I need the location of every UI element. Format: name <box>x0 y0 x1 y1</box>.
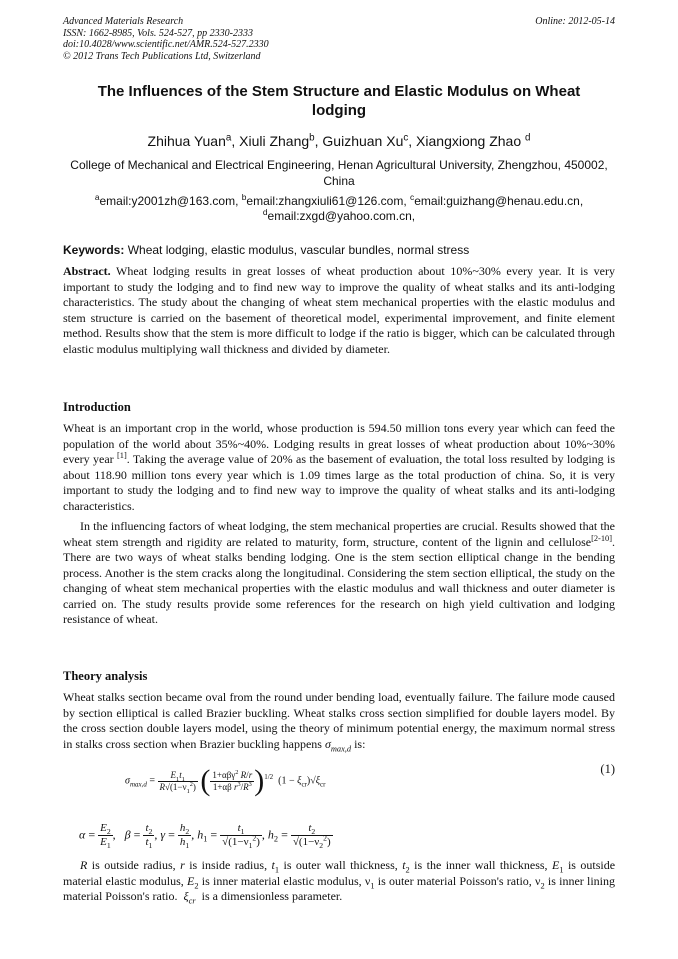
sigma-symbol: σ <box>324 736 331 751</box>
introduction-paragraph-2 <box>63 519 615 628</box>
email-mark: c <box>410 192 415 202</box>
email-address[interactable]: email:guizhang@henau.edu.cn, <box>414 194 584 208</box>
journal-header <box>63 16 615 62</box>
intro-text: . Taking the average value of 20% as the basement of evaluation, the total loss resulted by lodging is about 118.90 million tons every year which is 1.09 times large as the total production of china. So, it is very important to study the lodging and to find new way to improve the quality of wheat stalks and its anti-lodging characteristics. <box>63 452 615 513</box>
theory-paragraph-2: R is outside radius, r is inside radius, $t_1$ is outer wall thickness, $t_2$ is the inner wall thickness, $E_1$ is outside material elastic modulus, $E_2$ is inner material elastic modulus, $\nu_1$ is outer material Poisson's ratio, $\nu_2$ is inner lining material Poisson's ratio. $\xi_{cr}$ is a dimensionless parameter. <box>63 858 616 906</box>
theory-text: is inner material elastic modulus, ν <box>201 873 371 888</box>
affiliation: College of Mechanical and Electrical Engineering, Henan Agricultural University, Zhengzhou, 450002, China <box>70 158 608 188</box>
theory-text: is outer wall thickness, <box>283 858 398 872</box>
citation: [1] <box>116 451 127 460</box>
theory-text: is inside radius, <box>189 858 268 872</box>
introduction-heading: Introduction <box>63 400 131 414</box>
equation-1 <box>63 762 615 816</box>
email-address[interactable]: email:zxgd@yahoo.com.cn, <box>267 209 416 223</box>
abstract-label: Abstract. <box>63 264 111 278</box>
author-name: Xiuli Zhang <box>239 133 310 149</box>
journal-doi: doi:10.4028/www.scientific.net/AMR.524-527.2330 <box>63 39 269 50</box>
author-mark: a <box>225 132 232 144</box>
introduction-paragraph-1 <box>63 421 615 514</box>
sigma-subscript: max,d <box>330 743 352 753</box>
theory-text: is: <box>354 736 366 751</box>
email-list <box>63 194 615 224</box>
author-mark: b <box>309 132 315 144</box>
keywords-label: Keywords: <box>63 243 125 257</box>
journal-copyright: © 2012 Trans Tech Publications Ltd, Switzerland <box>63 50 261 62</box>
theory-text: Wheat stalks section became oval from the round under bending load, eventually failure. The failure mode caused by section elliptical is called Brazier buckling. Wheat stalks cross section simplified for double layers model. By the cross section double layers model, using the theory of minimum potential energy, the maximum normal stress in stalks cross section when Brazier buckling happens <box>63 690 615 751</box>
theory-text: is outer material Poisson's ratio, ν <box>377 873 541 888</box>
intro-text: Wheat is an important crop in the world, whose production is 594.50 million tons every year which can feed the population of the world about 35%~40%. Lodging results in great losses of wheat production about 10%~30% every year <box>63 421 615 466</box>
email-address[interactable]: email:zhangxiuli61@126.com, <box>246 194 407 208</box>
email-address[interactable]: email:y2001zh@163.com, <box>99 194 239 208</box>
paper-title: The Influences of the Stem Structure and Elastic Modulus on Wheat lodging <box>97 83 581 119</box>
theory-text: is a dimensionless parameter. <box>201 889 343 903</box>
citation: [2-10] <box>591 533 612 543</box>
theory-paragraph-1 <box>63 690 615 752</box>
author-name: Guizhuan Xu <box>322 133 404 149</box>
theory-text: is inner lining material Poisson's ratio. <box>63 873 615 903</box>
author-list: Zhihua Yuan$^a$, Xiuli Zhang$^b$, Guizhuan Xu$^c$, Xiangxiong Zhao $^d$ <box>147 132 531 149</box>
intro-text: . There are two ways of wheat stalks bending lodging. One is the stem section elliptical change in the bending process. Another is the stem cracks along the longitudinal. Considering the stem section elliptical, the study on the changing of wheat stem mechanical properties with the elastic modulus and wall thickness and outer diameter is carried on. The study results provide some references for the research on high yield cultivation and lodging resistance of wheat. <box>63 534 615 626</box>
theory-text: is outside material elastic modulus, <box>63 858 616 888</box>
email-mark: d <box>262 207 268 217</box>
email-mark: a <box>94 192 100 202</box>
equation-1-body: $\sigma_{max,d}$ = $\frac{E_1t_1}{R√(1-\nu_1^2)}$ ( $\frac{1+\alpha\beta\gamma^2 R/r}{1+\alpha\beta r^3/R^3}$ )$^{1/2}$ $(1 - \xi_{cr})√\xi_{cr}$ <box>125 764 326 797</box>
journal-name: Advanced Materials Research <box>63 16 184 27</box>
keywords-text: Wheat lodging, elastic modulus, vascular bundles, normal stress <box>127 243 470 257</box>
author-name: Zhihua Yuan <box>147 133 226 149</box>
journal-issn: ISSN: 1662-8985, Vols. 524-527, pp 2330-2333 <box>63 27 253 39</box>
email-mark: b <box>241 192 247 202</box>
author-mark: d <box>525 132 531 144</box>
abstract <box>63 264 615 357</box>
definitions-body: α = $\frac{E_2}{E_1}$ , β = $\frac{t_2}{t_1}$ , γ = $\frac{h_2}{h_1}$ , $h_1$ = $\frac{t_1}{√(1-\nu_1^2)}$ , $h_2$ = $\frac{t_2}{√(1-\nu_2^2)}$ <box>79 822 331 851</box>
theory-text: is outside radius, <box>91 858 176 872</box>
abstract-text: Wheat lodging results in great losses of wheat production about 10%~30% every year. It is very important to study the lodging and to find new way to improve the quality of wheat stalks and its anti-lodging characteristics. The study about the changing of wheat stem mechanical properties with the elastic modulus and stem structure is carried on the basement of theoretical model, experimental improvement, and finite element method. Results show that the stem is more difficult to lodge if the ratio is bigger, which can be calculated through elastic modulus multiplying wall thickness and divided by diameter. <box>63 264 615 356</box>
intro-text: In the influencing factors of wheat lodging, the stem mechanical properties are crucial. Results showed that the wheat stem strength and rigidity are related to maturity, form, structure, content of the lignin and cellulose <box>63 519 615 549</box>
keywords <box>63 243 615 258</box>
author-mark: c <box>403 132 409 144</box>
equation-number: (1) <box>600 762 615 776</box>
theory-text: is the inner wall thickness, <box>414 858 548 872</box>
theory-heading: Theory analysis <box>63 669 148 683</box>
online-date: Online: 2012-05-14 <box>535 16 615 27</box>
equation-definitions <box>63 818 615 860</box>
author-name: Xiangxiong Zhao <box>416 133 522 149</box>
